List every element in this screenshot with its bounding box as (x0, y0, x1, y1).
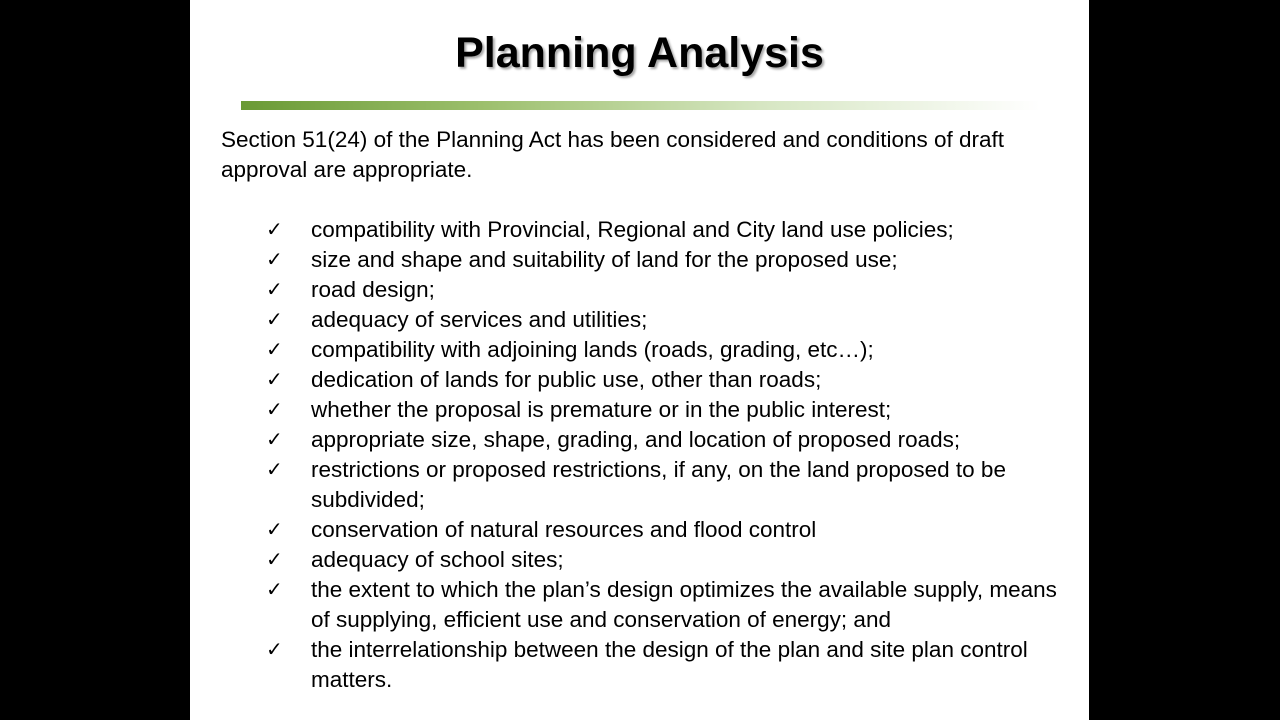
list-item-text: adequacy of services and utilities; (311, 307, 648, 332)
list-item-text: the extent to which the plan’s design optimizes the available supply, means of supplying, efficient use and conservation of energy; and (311, 577, 1057, 632)
list-item-text: adequacy of school sites; (311, 547, 564, 572)
list-item (190, 305, 1089, 335)
list-item (190, 215, 1089, 245)
list-item (190, 395, 1089, 425)
checkmark-icon: ✓ (266, 337, 283, 361)
checklist (190, 215, 1089, 695)
list-item-text: size and shape and suitability of land for the proposed use; (311, 247, 898, 272)
slide (190, 0, 1089, 720)
list-item-text: the interrelationship between the design of the plan and site plan control matters. (311, 637, 1028, 692)
slide-title: Planning Analysis (455, 29, 824, 77)
list-item (190, 455, 1089, 515)
checkmark-icon: ✓ (266, 277, 283, 301)
list-item (190, 545, 1089, 575)
list-item-text: conservation of natural resources and flood control (311, 517, 817, 542)
list-item-text: dedication of lands for public use, other than roads; (311, 367, 822, 392)
title-underline (241, 101, 1040, 110)
list-item (190, 365, 1089, 395)
list-item (190, 635, 1089, 695)
checkmark-icon: ✓ (266, 397, 283, 421)
checkmark-icon: ✓ (266, 427, 283, 451)
list-item (190, 335, 1089, 365)
checkmark-icon: ✓ (266, 517, 283, 541)
checkmark-icon: ✓ (266, 307, 283, 331)
list-item-text: restrictions or proposed restrictions, if any, on the land proposed to be subdivided; (311, 457, 1006, 512)
checkmark-icon: ✓ (266, 457, 283, 481)
list-item (190, 575, 1089, 635)
checkmark-icon: ✓ (266, 637, 283, 661)
checkmark-icon: ✓ (266, 247, 283, 271)
list-item-text: compatibility with Provincial, Regional and City land use policies; (311, 217, 954, 242)
list-item (190, 515, 1089, 545)
list-item-text: compatibility with adjoining lands (roads, grading, etc…); (311, 337, 874, 362)
checkmark-icon: ✓ (266, 577, 283, 601)
list-item (190, 275, 1089, 305)
checkmark-icon: ✓ (266, 367, 283, 391)
list-item (190, 245, 1089, 275)
list-item-text: appropriate size, shape, grading, and location of proposed roads; (311, 427, 961, 452)
list-item-text: road design; (311, 277, 435, 302)
checkmark-icon: ✓ (266, 217, 283, 241)
intro-paragraph: Section 51(24) of the Planning Act has been considered and conditions of draft approval are appropriate. (221, 127, 1005, 182)
checkmark-icon: ✓ (266, 547, 283, 571)
list-item (190, 425, 1089, 455)
list-item-text: whether the proposal is premature or in the public interest; (311, 397, 892, 422)
